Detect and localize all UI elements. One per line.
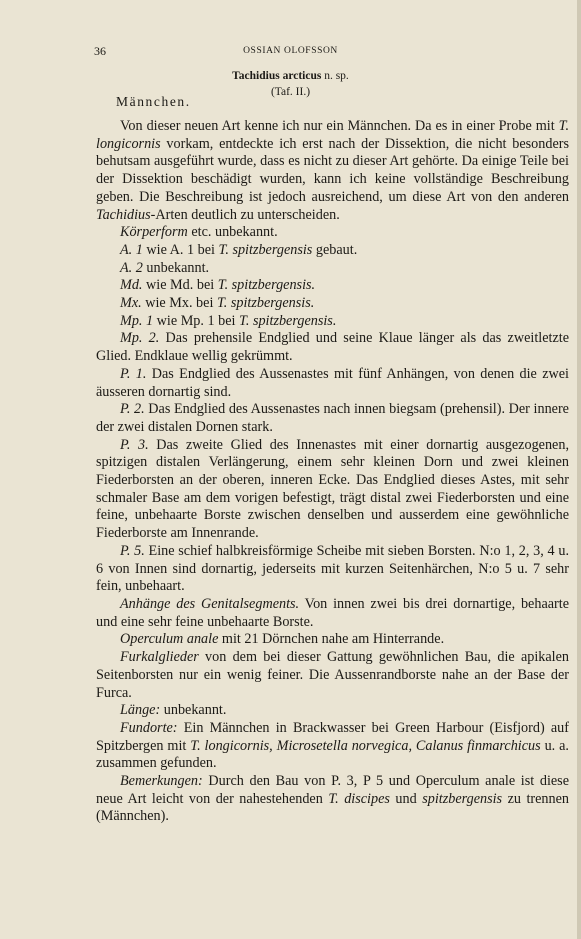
text-segment: wie Mp. 1 bei xyxy=(153,312,240,329)
text-segment: Das prehensile Endglied und seine Klaue länger als das zweitletzte Glied. Endklaue wellig gekrümmt. xyxy=(96,330,569,365)
text-segment: spitzbergensis xyxy=(422,790,503,807)
text-segment: wie Mx. bei xyxy=(141,295,217,312)
text-segment: Bemerkungen: xyxy=(120,773,203,790)
text-segment: etc. unbekannt. xyxy=(187,224,278,241)
paragraph-mp1 xyxy=(96,313,569,331)
species-heading xyxy=(0,70,581,82)
text-segment: vorkam, entdeckte ich erst nach der Dissektion, die nicht besonders behutsam ausgeführt wurde, dass es nicht zu dieser Art gehörte. Da einige Teile bei der Dissektion beschädigt wurden, kann ich keine vollständige Beschreibung geben. Die Beschreibung ist jedoch ausreichend, um diese Art von den anderen xyxy=(96,135,569,205)
text-segment: T. longicornis, Microsetella norvegica, Calanus finmarchicus xyxy=(190,737,541,754)
text-segment: zu trennen (Männchen). xyxy=(96,790,570,825)
text-segment: T. discipes xyxy=(328,790,390,807)
paragraph-intro xyxy=(96,118,569,224)
text-segment: gebaut. xyxy=(312,241,358,258)
text-segment: Eine schief halbkreisförmige Scheibe mit sieben Borsten. N:o 1, 2, 3, 4 u. 6 von Innen sind dornartig, jederseits mit kurzen Seitenhärchen, N:o 5 u. 7 sehr fein, unbehaart. xyxy=(96,542,570,595)
text-segment: Ein Männchen in Brackwasser bei Green Harbour (Eisfjord) auf Spitzbergen mit xyxy=(96,719,569,754)
paragraph-p2 xyxy=(96,401,569,436)
text-segment: T. spitzbergensis. xyxy=(217,277,316,294)
text-segment: Von innen zwei bis drei dornartige, behaarte und eine sehr feine unbehaarte Borste. xyxy=(96,595,569,630)
paragraph-mx xyxy=(96,295,569,313)
text-segment: A. 2 xyxy=(120,259,143,276)
page-edge xyxy=(577,0,581,939)
text-segment: und xyxy=(389,790,423,807)
text-segment: von dem bei dieser Gattung gewöhnlichen Bau, die apikalen Seitenborsten nur ein wenig feiner. Die Aussenrandborste nahe an der Base der Furca. xyxy=(96,649,569,701)
text-segment: T. spitzbergensis xyxy=(218,241,313,258)
text-segment: Länge: xyxy=(120,702,161,719)
text-segment: -Arten deutlich zu unterscheiden. xyxy=(150,206,340,223)
paragraph-koerperform xyxy=(96,224,569,242)
paragraph-anhaenge xyxy=(96,596,569,631)
paragraph-p5 xyxy=(96,543,569,596)
running-head: OSSIAN OLOFSSON xyxy=(243,46,338,56)
text-segment: T. longicornis xyxy=(96,118,569,152)
paragraph-md xyxy=(96,277,569,295)
text-segment: Mp. 1 xyxy=(120,312,154,329)
text-segment: P. 1. xyxy=(120,365,147,382)
paragraph-furkal xyxy=(96,649,569,702)
text-segment: Operculum anale xyxy=(120,631,219,648)
text-segment: P. 2. xyxy=(120,401,145,418)
text-segment: P. 5. xyxy=(120,542,145,559)
page-header xyxy=(0,44,581,58)
text-segment: Anhänge des Genitalsegments. xyxy=(120,595,300,612)
text-segment: Das zweite Glied des Innenastes mit einer dornartig ausgezogenen, spitzigen distalen Verlängerung, einem sehr kleinen Dorn und zwei kleinen Fiederborsten an der oberen, inneren Ecke. Das Endglied dieses Astes, mit sehr schmaler Base am dem vorigen befestigt, trägt distal zwei Fiederborsten und eine feine, unbehaarte Borste zwischen denselben und ausserdem eine gewöhnliche Fiederborste am Innenrande. xyxy=(96,436,569,542)
body-text xyxy=(96,118,569,826)
text-segment: mit 21 Dörnchen nahe am Hinterrande. xyxy=(218,631,445,648)
text-segment: unbekannt. xyxy=(142,259,210,276)
text-segment: A. 1 xyxy=(120,241,143,258)
text-segment: Tachidius xyxy=(96,206,151,223)
text-segment: Körperform xyxy=(120,224,188,241)
paragraph-bemerkungen xyxy=(96,773,569,826)
text-segment: Fundorte: xyxy=(120,719,178,736)
text-segment: Mp. 2. xyxy=(120,330,160,347)
text-segment: wie Md. bei xyxy=(142,277,218,294)
text-segment: unbekannt. xyxy=(160,702,227,719)
text-segment: T. spitzbergensis. xyxy=(216,295,315,312)
text-segment: P. 3. xyxy=(120,436,149,453)
text-segment: u. a. zusammen gefunden. xyxy=(96,737,569,772)
paragraph-p3 xyxy=(96,437,569,543)
text-segment: Von dieser neuen Art kenne ich nur ein Männchen. Da es in einer Probe mit xyxy=(120,118,559,134)
text-segment: Md. xyxy=(120,277,143,294)
text-segment: Mx. xyxy=(120,295,142,312)
text-segment: Durch den Bau von P. 3, P 5 und Operculum anale ist diese neue Art leicht von der nahestehenden xyxy=(96,773,569,807)
paragraph-a2 xyxy=(96,260,569,278)
text-segment: wie A. 1 bei xyxy=(142,241,219,258)
text-segment: Das Endglied des Aussenastes mit fünf Anhängen, von denen die zwei äusseren dornartig sind. xyxy=(96,365,569,400)
species-name: Tachidius arcticus xyxy=(232,70,322,82)
species-note: n. sp. xyxy=(321,70,349,82)
sex-heading: Männchen. xyxy=(116,94,191,109)
paragraph-laenge xyxy=(96,702,569,720)
text-segment: Furkalglieder xyxy=(120,649,199,666)
text-segment: Das Endglied des Aussenastes nach innen biegsam (prehensil). Der innere der zwei distalen Dornen stark. xyxy=(96,401,569,435)
text-segment: T. spitzbergensis. xyxy=(239,312,337,329)
paragraph-operculum xyxy=(96,631,569,649)
paragraph-p1 xyxy=(96,366,569,401)
paragraph-a1 xyxy=(96,242,569,260)
paragraph-fundorte xyxy=(96,720,569,773)
page-number: 36 xyxy=(94,44,106,58)
plate-reference: (Taf. II.) xyxy=(270,86,311,98)
paragraph-mp2 xyxy=(96,330,569,365)
